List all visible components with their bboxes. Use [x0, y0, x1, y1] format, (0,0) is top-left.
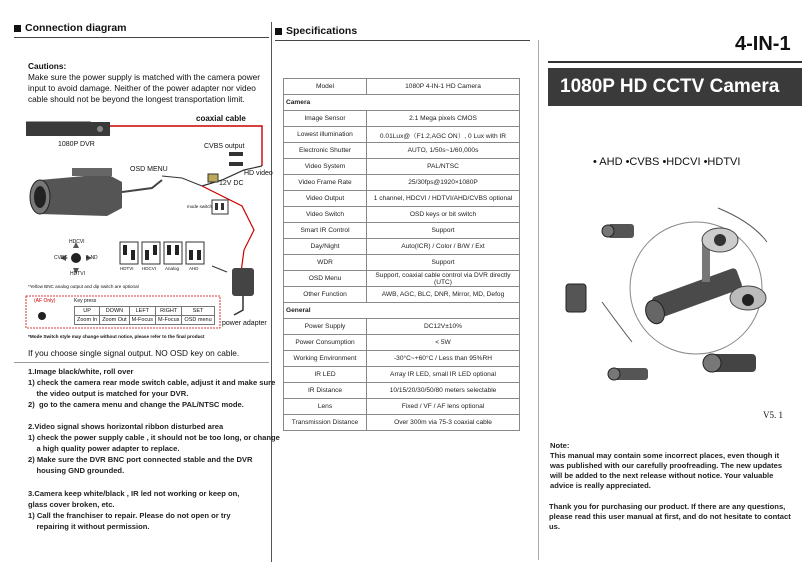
spec-value: Fixed / VF / AF lens optional [367, 399, 520, 415]
spec-label: Working Environment [284, 351, 367, 367]
bullet-camera-icon [30, 168, 162, 216]
key-right-action: M-Focus [156, 316, 182, 325]
spec-label: WDR [284, 255, 367, 271]
cvbs-dir-label: CVBS [54, 255, 68, 261]
spec-row [284, 399, 520, 415]
spec-label: Other Function [284, 287, 367, 303]
spec-value: Auto(ICR) / Color / B/W / Ext [367, 239, 520, 255]
camera-collage [562, 182, 798, 402]
hdtvi-dir-label: HDTVI [70, 271, 85, 277]
key-up: UP [75, 307, 100, 316]
column-divider [538, 40, 539, 560]
spec-label: IR LED [284, 367, 367, 383]
spec-value: < 5W [367, 335, 520, 351]
spec-value: OSD keys or bit switch [367, 207, 520, 223]
spec-label: Video Output [284, 191, 367, 207]
key-down-action: Zoom Out [100, 316, 129, 325]
spec-value: PAL/NTSC [367, 159, 520, 175]
ok-dir-label: 4-ND [86, 255, 98, 261]
spec-label: Video Frame Rate [284, 175, 367, 191]
note-block: Note: This manual may contain some incorrect places, even though it was published with our carefully proofreading. The new updates will be added to the next release without notice. Your valuable advice is really appreciated. [550, 441, 783, 490]
key-press-label: Key press [74, 298, 97, 304]
dc12v-label: 12V DC [219, 180, 244, 187]
spec-row [284, 159, 520, 175]
spec-value: DC12V±10% [367, 319, 520, 335]
dip-hdcvi-label: HDCVI [142, 266, 157, 271]
spec-row [284, 351, 520, 367]
spec-value: 25/30fps@1920×1080P [367, 175, 520, 191]
yellow-bnc-note: *Yellow BNC analog output and dip switch are optional [28, 284, 139, 289]
spec-value: 2.1 Mega pixels CMOS [367, 111, 520, 127]
spec-row [284, 383, 520, 399]
cautions-block [28, 61, 273, 105]
spec-label: Power Consumption [284, 335, 367, 351]
spec-label: Video Switch [284, 207, 367, 223]
dvr-icon [26, 122, 110, 136]
issue-1: 1.Image black/white, roll over 1) check the camera rear mode switch cable, adjust it and make sure the video output is matched for your DVR. 2) go to the camera menu and change the PAL/NTSC mode. [28, 367, 276, 409]
spec-row [284, 111, 520, 127]
troubleshooting-list [28, 366, 280, 532]
spec-row [284, 143, 520, 159]
spec-label: Lens [284, 399, 367, 415]
osd-menu-label: OSD MENU [130, 166, 168, 173]
specifications-table [283, 78, 520, 431]
spec-row [284, 335, 520, 351]
key-left: LEFT [129, 307, 155, 316]
dip-hdtvi-label: HDTVI [120, 266, 134, 271]
spec-label: Smart IR Control [284, 223, 367, 239]
spec-value: AWB, AGC, BLC, DNR, Mirror, MD, Defog [367, 287, 520, 303]
issue-3: 3.Camera keep white/black , IR led not working or keep on, glass cover broken, etc. 1) Call the franchiser to repair. Please do not open or try repairing it without permission. [28, 489, 240, 531]
spec-value: Over 300m via 75-3 coaxial cable [367, 415, 520, 431]
spec-group-row [284, 95, 520, 111]
cautions-title: Cautions: [28, 61, 67, 71]
key-press-table [74, 306, 215, 325]
spec-value: 10/15/20/30/50/80 meters selectable [367, 383, 520, 399]
dome-camera-icon [702, 228, 738, 252]
dvr-label: 1080P DVR [58, 141, 95, 148]
spec-value: Support [367, 223, 520, 239]
hd-video-label: HD video [244, 170, 273, 177]
spec-row [284, 79, 520, 95]
spec-row [284, 255, 520, 271]
spec-row [284, 271, 520, 287]
spec-value: Support, coaxial cable control via DVR directly (UTC) [367, 271, 520, 287]
bullet-square-icon [14, 25, 21, 32]
power-adapter-icon [212, 266, 254, 315]
bullet-square-icon [275, 28, 282, 35]
dip-switches-icon [120, 242, 204, 264]
spec-group-row [284, 303, 520, 319]
version-label: V5. 1 [763, 410, 783, 420]
spec-label: IR Distance [284, 383, 367, 399]
mode-switch-label: mode switch [187, 204, 213, 209]
bullet-camera-small-icon [608, 368, 648, 380]
thanks-block: Thank you for purchasing our product. If there are any questions, please read this user manual at first, and do not hesitate to contact us. [549, 502, 791, 531]
spec-label: Day/Night [284, 239, 367, 255]
spec-label: OSD Menu [284, 271, 367, 287]
spec-value: AUTO, 1/50s~1/60,000s [367, 143, 520, 159]
mode-switch-note: *Mode Switch style may change without notice, please refer to the final product [28, 334, 205, 339]
spec-value: -30°C~+60°C / Less than 95%RH [367, 351, 520, 367]
spec-row [284, 207, 520, 223]
divider [275, 40, 530, 41]
divider [548, 61, 802, 63]
key-left-action: M-Focus [129, 316, 155, 325]
af-only-label: (AF Only) [34, 298, 56, 304]
cvbs-output-label: CVBS output [204, 143, 245, 150]
spec-row [284, 319, 520, 335]
specifications-heading: Specifications [275, 25, 357, 37]
key-up-action: Zoom In [75, 316, 100, 325]
spec-value: 0.01Lux@（F1.2,AGC ON）, 0 Lux with IR [367, 127, 520, 143]
key-down: DOWN [100, 307, 129, 316]
spec-row [284, 191, 520, 207]
spec-row [284, 175, 520, 191]
single-signal-note: If you choose single signal output. NO OSD key on cable. [28, 348, 240, 358]
cautions-text: Make sure the power supply is matched with the camera power input to avoid damage. Neither of the power adapter nor video cable should not be beyond the longest transportation limit. [28, 72, 260, 104]
spec-row [284, 127, 520, 143]
dip-analog-label: Analog [165, 266, 180, 271]
dip-ahd-label: AHD [189, 266, 199, 271]
product-name-banner: 1080P HD CCTV Camera [548, 68, 802, 106]
spec-value: Support [367, 255, 520, 271]
spec-label: Transmission Distance [284, 415, 367, 431]
turret-camera-icon [730, 286, 766, 310]
spec-label: Electronic Shutter [284, 143, 367, 159]
key-set: SET [182, 307, 214, 316]
key-set-action: OSD menu [182, 316, 214, 325]
key-right: RIGHT [156, 307, 182, 316]
divider [14, 37, 269, 38]
spec-label: Model [284, 79, 367, 95]
spec-row [284, 239, 520, 255]
coaxial-cable-label: coaxial cable [196, 114, 246, 123]
connection-diagram-heading: Connection diagram [14, 22, 127, 34]
spec-label: Lowest illumination [284, 127, 367, 143]
spec-value: 1080P 4-IN-1 HD Camera [367, 79, 520, 95]
mini-bullet-camera-icon [602, 224, 634, 238]
box-camera-icon [566, 284, 586, 312]
joystick-small-icon [38, 312, 46, 320]
spec-row [284, 415, 520, 431]
spec-label: Image Sensor [284, 111, 367, 127]
spec-label: Video System [284, 159, 367, 175]
issue-2: 2.Video signal shows horizontal ribbon disturbed area 1) check the power supply cable , it should not be too long, or change a high quality power adapter to replace. 2) Make sure the DVR BNC port connected stable and the DVR housing GND grounded. [28, 422, 280, 475]
spec-group-label: Camera [284, 95, 520, 111]
spec-row [284, 367, 520, 383]
format-list: • AHD •CVBS •HDCVI •HDTVI [593, 156, 741, 168]
divider [14, 362, 269, 363]
spec-row [284, 223, 520, 239]
spec-value: 1 channel, HDCVI / HDTVI/AHD/CVBS optional [367, 191, 520, 207]
bullet-camera-large-icon [703, 354, 756, 372]
spec-label: Power Supply [284, 319, 367, 335]
spec-value: Array IR LED, small IR LED optional [367, 367, 520, 383]
power-adapter-label: power adapter [222, 320, 267, 327]
product-type-title: 4-IN-1 [735, 33, 791, 55]
spec-row [284, 287, 520, 303]
hdcvi-dir-label: HDCVI [69, 239, 85, 245]
bullet-camera-main-icon [642, 242, 743, 326]
spec-group-label: General [284, 303, 520, 319]
